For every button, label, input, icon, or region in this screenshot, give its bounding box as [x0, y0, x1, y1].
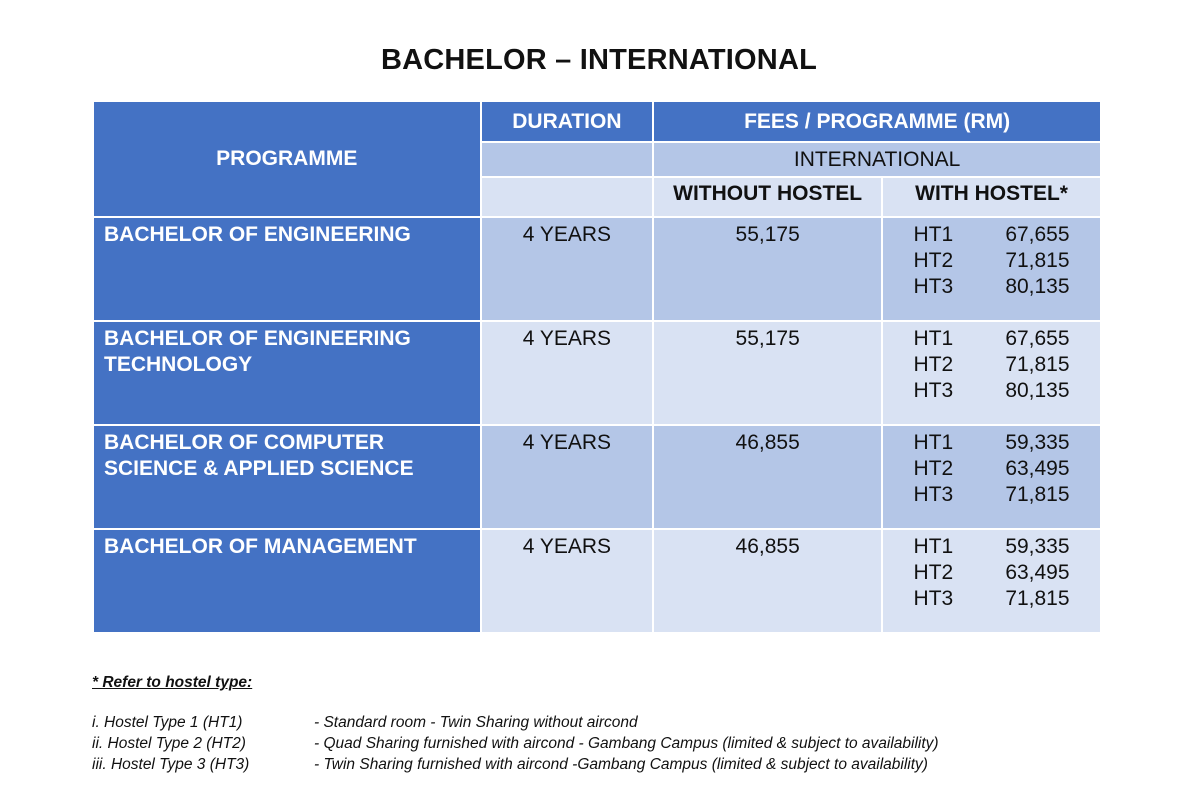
- with-hostel-values: [882, 529, 1101, 633]
- header-international: INTERNATIONAL: [653, 142, 1101, 177]
- duration-value: 4 YEARS: [481, 321, 654, 425]
- hostel-amount: 71,815: [1005, 353, 1070, 376]
- hostel-amount: 63,495: [1005, 561, 1070, 584]
- hostel-amount: 80,135: [1005, 379, 1070, 402]
- hostel-type: HT1: [913, 431, 954, 454]
- duration-value: 4 YEARS: [481, 425, 654, 529]
- header-duration-blank-2: [481, 177, 654, 217]
- hostel-type: HT1: [913, 223, 954, 246]
- hostel-type: HT2: [913, 353, 954, 376]
- header-fees: FEES / PROGRAMME (RM): [653, 101, 1101, 142]
- without-hostel-value: 55,175: [653, 217, 882, 321]
- programme-name: BACHELOR OF COMPUTER SCIENCE & APPLIED SCIENCE: [93, 425, 481, 529]
- note-description: - Standard room - Twin Sharing without aircond: [314, 714, 638, 731]
- note-description: - Twin Sharing furnished with aircond -Gambang Campus (limited & subject to availability): [314, 756, 928, 773]
- hostel-type: HT1: [913, 535, 954, 558]
- header-duration: DURATION: [481, 101, 654, 142]
- page-title: BACHELOR – INTERNATIONAL: [380, 44, 818, 76]
- header-without-hostel: WITHOUT HOSTEL: [653, 177, 882, 217]
- with-hostel-values: [882, 321, 1101, 425]
- notes-heading: * Refer to hostel type:: [92, 674, 253, 691]
- hostel-amount: 59,335: [1005, 431, 1070, 454]
- duration-value: 4 YEARS: [481, 217, 654, 321]
- note-item: [92, 733, 939, 754]
- hostel-type: HT2: [913, 457, 954, 480]
- hostel-type: HT3: [913, 275, 954, 298]
- hostel-amount: 71,815: [1005, 249, 1070, 272]
- without-hostel-value: 46,855: [653, 425, 882, 529]
- hostel-amount: 67,655: [1005, 223, 1070, 246]
- hostel-type: HT3: [913, 379, 954, 402]
- hostel-amount: 71,815: [1005, 483, 1070, 506]
- hostel-amount: 67,655: [1005, 327, 1070, 350]
- note-item: [92, 712, 939, 733]
- duration-value: 4 YEARS: [481, 529, 654, 633]
- table-row: [93, 321, 1101, 425]
- hostel-type: HT3: [913, 587, 954, 610]
- with-hostel-values: [882, 217, 1101, 321]
- note-item: [92, 754, 939, 775]
- hostel-type: HT2: [913, 249, 954, 272]
- note-description: - Quad Sharing furnished with aircond - Gambang Campus (limited & subject to availability): [314, 735, 939, 752]
- table-row: [93, 529, 1101, 633]
- programme-name: BACHELOR OF MANAGEMENT: [93, 529, 481, 633]
- with-hostel-values: [882, 425, 1101, 529]
- fees-table: [92, 100, 1102, 634]
- note-label: i. Hostel Type 1 (HT1): [92, 714, 243, 731]
- header-programme: PROGRAMME: [93, 101, 481, 217]
- table-row: [93, 217, 1101, 321]
- hostel-amount: 59,335: [1005, 535, 1070, 558]
- hostel-type: HT3: [913, 483, 954, 506]
- header-duration-blank: [481, 142, 654, 177]
- programme-name: BACHELOR OF ENGINEERING: [93, 217, 481, 321]
- note-label: iii. Hostel Type 3 (HT3): [92, 756, 250, 773]
- hostel-type: HT1: [913, 327, 954, 350]
- hostel-amount: 80,135: [1005, 275, 1070, 298]
- without-hostel-value: 55,175: [653, 321, 882, 425]
- programme-name: BACHELOR OF ENGINEERING TECHNOLOGY: [93, 321, 481, 425]
- hostel-amount: 71,815: [1005, 587, 1070, 610]
- note-label: ii. Hostel Type 2 (HT2): [92, 735, 246, 752]
- hostel-type: HT2: [913, 561, 954, 584]
- hostel-notes: [92, 674, 939, 775]
- without-hostel-value: 46,855: [653, 529, 882, 633]
- header-with-hostel: WITH HOSTEL*: [882, 177, 1101, 217]
- hostel-amount: 63,495: [1005, 457, 1070, 480]
- table-row: [93, 425, 1101, 529]
